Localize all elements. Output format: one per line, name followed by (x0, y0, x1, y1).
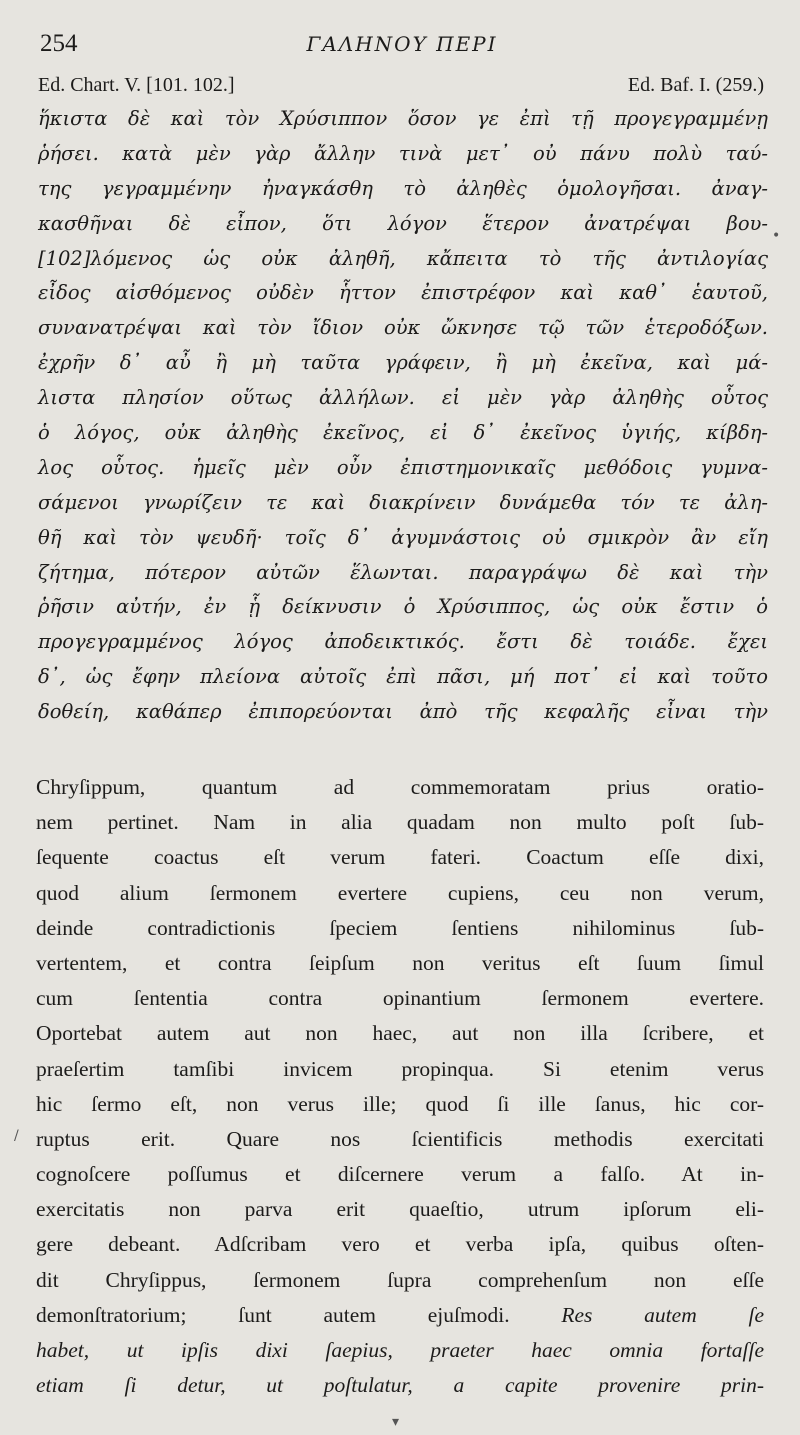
greek-line: ὁ λόγος, οὐκ ἀληθὴς ἐκεῖνος, εἰ δ᾽ ἐκεῖνος ὑγιής, κίβδη- (38, 421, 768, 445)
greek-line: συνανατρέψαι καὶ τὸν ἴδιον οὐκ ὤκνησε τῷ τῶν ἑτεροδόξων. (38, 316, 768, 340)
greek-line: λιστα πλησίον οὕτως ἀλλήλων. εἰ μὲν γὰρ ἀληθὴς οὗτος (38, 386, 768, 410)
latin-line: Oportebat autem aut non haec, aut non illa ſcribere, et (36, 1021, 764, 1046)
latin-line: deinde contradictionis ſpeciem ſentiens nihilominus ſub- (36, 915, 764, 940)
bottom-dot: ▾ (392, 1414, 400, 1430)
greek-line: προγεγραμμένος λόγος ἀποδεικτικός. ἔστι δὲ τοιάδε. ἔχει (38, 630, 768, 654)
edition-basel-reference: Ed. Baf. I. (259.) (627, 74, 764, 96)
greek-line: δ᾽, ὡς ἔφην πλείονα αὐτοῖς ἐπὶ πᾶσι, μή ποτ᾽ εἰ καὶ τοῦτο (38, 665, 768, 689)
greek-line: ῥῆσιν αὐτήν, ἐν ᾗ δείκνυσιν ὁ Χρύσιππος, ὡς οὐκ ἔστιν ὁ (38, 595, 768, 619)
running-title: ΓΑΛΗΝΟΥ ΠΕΡΙ (306, 32, 498, 56)
latin-text-block (36, 770, 764, 1403)
latin-line: Chryſippum, quantum ad commemoratam prius oratio- (36, 775, 764, 799)
latin-line: nem pertinet. Nam in alia quadam non multo poſt ſub- (36, 810, 764, 835)
latin-line: ruptus erit. Quare nos ſcientificis methodis exercitati (36, 1126, 764, 1151)
greek-line: ζήτημα, πότερον αὐτῶν ἕλωνται. παραγράψω δὲ καὶ τὴν (38, 560, 768, 584)
edition-references (38, 74, 764, 102)
latin-line: quod alium ſermonem evertere cupiens, ceu non verum, (36, 880, 764, 905)
latin-line: dit Chryſippus, ſermonem ſupra comprehenſum non eſſe (36, 1267, 764, 1292)
greek-text-block (38, 102, 768, 730)
greek-line: θῆ καὶ τὸν ψευδῆ· τοῖς δ᾽ ἀγυμνάστοις οὐ σμικρὸν ἂν εἴη (38, 525, 768, 549)
latin-line-italic: etiam ſi detur, ut poſtulatur, a capite provenire prin- (36, 1373, 764, 1398)
latin-line: cum ſententia contra opinantium ſermonem evertere. (36, 986, 764, 1011)
greek-line: λος οὗτος. ἡμεῖς μὲν οὖν ἐπιστημονικαῖς μεθόδοις γυμνα- (38, 455, 768, 479)
greek-line: [102]λόμενος ὡς οὐκ ἀληθῆ, κἄπειτα τὸ τῆς ἀντιλογίας (38, 246, 768, 270)
latin-line: praeſertim tamſibi invicem propinqua. Si etenim verus (36, 1056, 764, 1081)
page-number: 254 (40, 30, 78, 57)
page-header (40, 28, 764, 64)
latin-italic-segment: Res autem ſe (561, 1302, 765, 1327)
latin-plain-segment: demonſtratorium; ſunt autem ejuſmodi. (36, 1302, 510, 1327)
greek-line: ἐχρῆν δ᾽ αὖ ἢ μὴ ταῦτα γράφειν, ἢ μὴ ἐκεῖνα, καὶ μά- (38, 351, 768, 375)
latin-line: exercitatis non parva erit quaeſtio, utrum ipſorum eli- (36, 1197, 764, 1222)
latin-line-italic: habet, ut ipſis dixi ſaepius, praeter haec omnia fortaſſe (36, 1338, 764, 1362)
greek-line: κασθῆναι δὲ εἶπον, ὅτι λόγον ἕτερον ἀνατρέψαι βου- (38, 211, 768, 235)
greek-line: δοθείη, καθάπερ ἐπιπορεύονται ἀπὸ τῆς κεφαλῆς εἶναι τὴν (38, 700, 768, 724)
margin-tick: / (14, 1128, 19, 1144)
latin-line: hic ſermo eſt, non verus ille; quod ſi ille ſanus, hic cor- (36, 1091, 764, 1116)
latin-line-mixed (36, 1298, 764, 1333)
latin-line: gere debeant. Adſcribam vero et verba ipſa, quibus oſten- (36, 1232, 764, 1257)
greek-line: ἥκιστα δὲ καὶ τὸν Χρύσιππον ὅσον γε ἐπὶ τῇ προγεγραμμένῃ (38, 107, 768, 130)
latin-line: ſequente coactus eſt verum fateri. Coactum eſſe dixi, (36, 845, 764, 870)
margin-dot: • (772, 228, 781, 244)
greek-line: εἶδος αἰσθόμενος οὐδὲν ἧττον ἐπιστρέφον καὶ καθ᾽ ἑαυτοῦ, (38, 281, 768, 305)
latin-line: vertentem, et contra ſeipſum non veritus eſt ſuum ſimul (36, 950, 764, 975)
greek-line: της γεγραμμένην ἠναγκάσθη τὸ ἀληθὲς ὁμολογῆσαι. ἀναγ- (38, 176, 768, 200)
greek-line: σάμενοι γνωρίζειν τε καὶ διακρίνειν δυνάμεθα τόν τε ἀλη- (38, 490, 768, 514)
latin-line: cognoſcere poſſumus et diſcernere verum a falſo. At in- (36, 1162, 764, 1187)
edition-chart-reference: Ed. Chart. V. [101. 102.] (38, 74, 235, 96)
greek-line: ῥήσει. κατὰ μὲν γὰρ ἄλλην τινὰ μετ᾽ οὐ πάνυ πολὺ ταύ- (38, 141, 768, 165)
